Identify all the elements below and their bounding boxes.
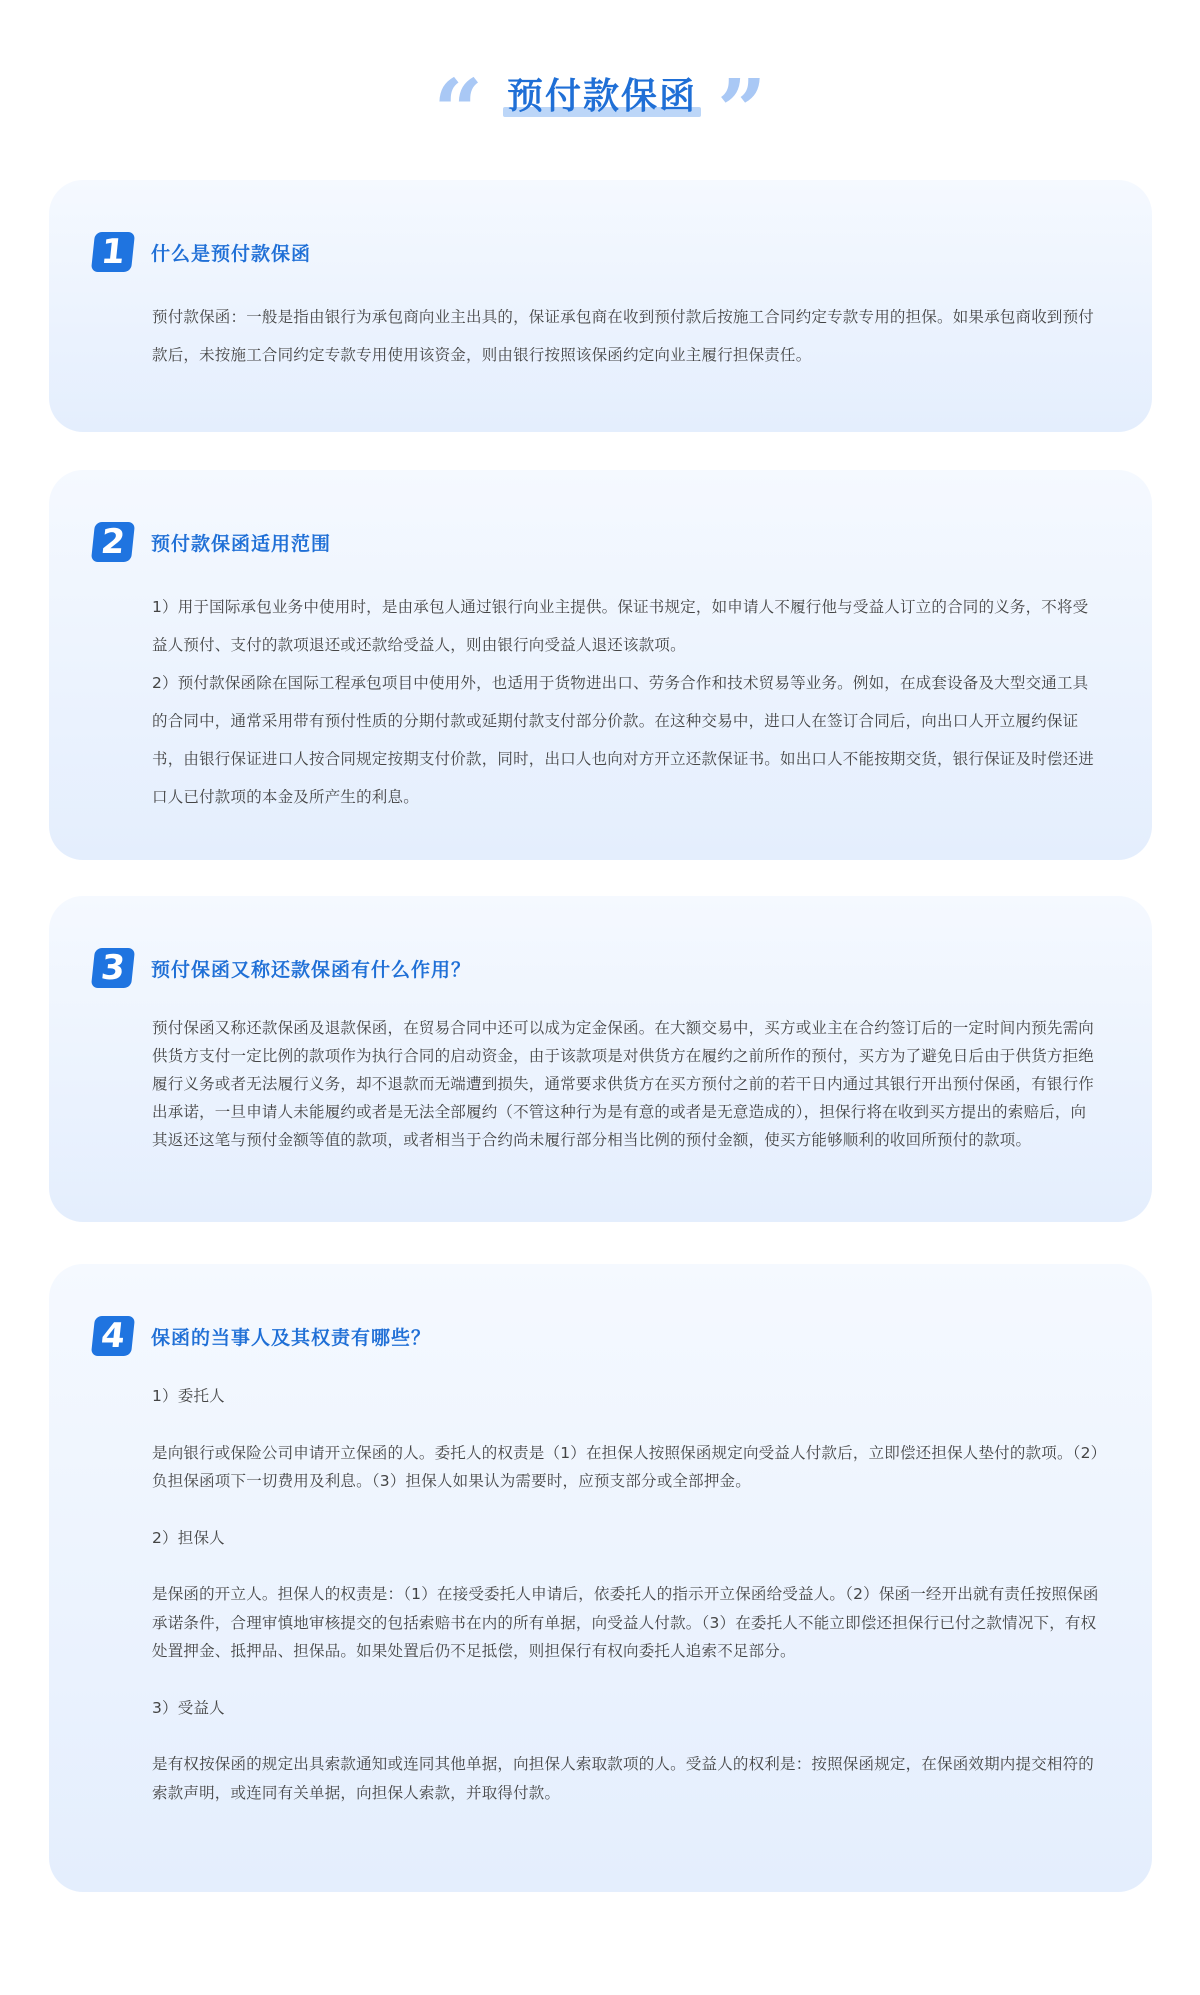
section-number-badge-1: 1 (91, 232, 135, 272)
section-header-2 (93, 522, 331, 562)
paragraph: 预付款保函：一般是指由银行为承包商向业主出具的，保证承包商在收到预付款后按施工合同约定专款专用的担保。如果承包商收到预付款后，未按施工合同约定专款专用使用该资金，则由银行按照该保函约定向业主履行担保责任。 (152, 308, 1095, 364)
section-header-1 (93, 232, 311, 272)
paragraph: 是有权按保函的规定出具索款通知或连同其他单据，向担保人索取款项的人。受益人的权利是：按照保函规定，在保函效期内提交相符的索款声明，或连同有关单据，向担保人索款，并取得付款。 (152, 1755, 1095, 1802)
paragraph: 是保函的开立人。担保人的权责是：（1）在接受委托人申请后，依委托人的指示开立保函给受益人。（2）保函一经开出就有责任按照保函承诺条件，合理审慎地审核提交的包括索赔书在内的所有单据，向受益人付款。（3）在委托人不能立即偿还担保行已付之款情况下，有权处置押金、抵押品、担保品。如果处置后仍不足抵偿，则担保行有权向委托人追索不足部分。 (152, 1585, 1099, 1660)
section-number-badge-4: 4 (91, 1316, 135, 1356)
paragraph: 是向银行或保险公司申请开立保函的人。委托人的权责是（1）在担保人按照保函规定向受益人付款后，立即偿还担保人垫付的款项。（2）负担保函项下一切费用及利息。（3）担保人如果认为需要时，应预支部分或全部押金。 (152, 1443, 1099, 1490)
section-title-2: 预付款保函适用范围 (151, 532, 332, 555)
subheading-entrustor: 1）委托人 (152, 1387, 225, 1405)
subheading-beneficiary: 3）受益人 (152, 1698, 225, 1717)
title-block (507, 68, 697, 119)
page-header (0, 58, 1200, 162)
section-number-badge-2: 2 (91, 522, 135, 562)
section-header-3 (93, 948, 471, 988)
section-number-badge-3: 3 (91, 948, 135, 988)
section-header-4 (93, 1316, 431, 1356)
open-quote-icon: “ (433, 61, 483, 162)
section-body-3 (152, 1014, 1100, 1154)
section-title-4: 保函的当事人及其权责有哪些？ (151, 1326, 432, 1349)
section-card-4 (49, 1264, 1152, 1892)
section-card-2 (49, 470, 1152, 860)
paragraph: 预付保函又称还款保函及退款保函，在贸易合同中还可以成为定金保函。在大额交易中，买方或业主在合约签订后的一定时间内预先需向供货方支付一定比例的款项作为执行合同的启动资金，由于该款项是对供货方在履约之前所作的预付，买方为了避免日后由于供货方拒绝履行义务或者无法履行义务，却不退款而无端遭到损失，通常要求供货方在买方预付之前的若干日内通过其银行开出预付保函，有银行作出承诺，一旦申请人未能履约或者是无法全部履约（不管这种行为是有意的或者是无意造成的），担保行将在收到买方提出的索赔后，向其返还这笔与预付金额等值的款项，或者相当于合约尚未履行部分相当比例的预付金额，使买方能够顺利的收回所预付的款项。 (152, 1019, 1095, 1149)
section-card-1 (49, 180, 1152, 432)
section-title-3: 预付保函又称还款保函有什么作用？ (151, 958, 472, 981)
title-wrap (433, 61, 767, 162)
section-title-1: 什么是预付款保函 (151, 242, 312, 265)
section-body-4 (152, 1382, 1100, 1807)
close-quote-icon: ” (717, 61, 767, 162)
paragraph: 2）预付款保函除在国际工程承包项目中使用外，也适用于货物进出口、劳务合作和技术贸易等业务。例如，在成套设备及大型交通工具的合同中，通常采用带有预付性质的分期付款或延期付款支付部分价款。在这种交易中，进口人在签订合同后，向出口人开立履约保证书，由银行保证进口人按合同规定按期支付价款，同时，出口人也向对方开立还款保证书。如出口人不能按期交货，银行保证及时偿还进口人已付款项的本金及所产生的利息。 (152, 674, 1095, 806)
section-body-1 (152, 298, 1100, 374)
page-title: 预付款保函 (506, 75, 697, 117)
section-card-3 (49, 896, 1152, 1222)
paragraph: 1）用于国际承包业务中使用时，是由承包人通过银行向业主提供。保证书规定，如申请人不履行他与受益人订立的合同的义务，不将受益人预付、支付的款项退还或还款给受益人，则由银行向受益人退还该款项。 (152, 598, 1089, 654)
subheading-guarantor: 2）担保人 (152, 1528, 225, 1547)
section-body-2 (152, 588, 1100, 816)
